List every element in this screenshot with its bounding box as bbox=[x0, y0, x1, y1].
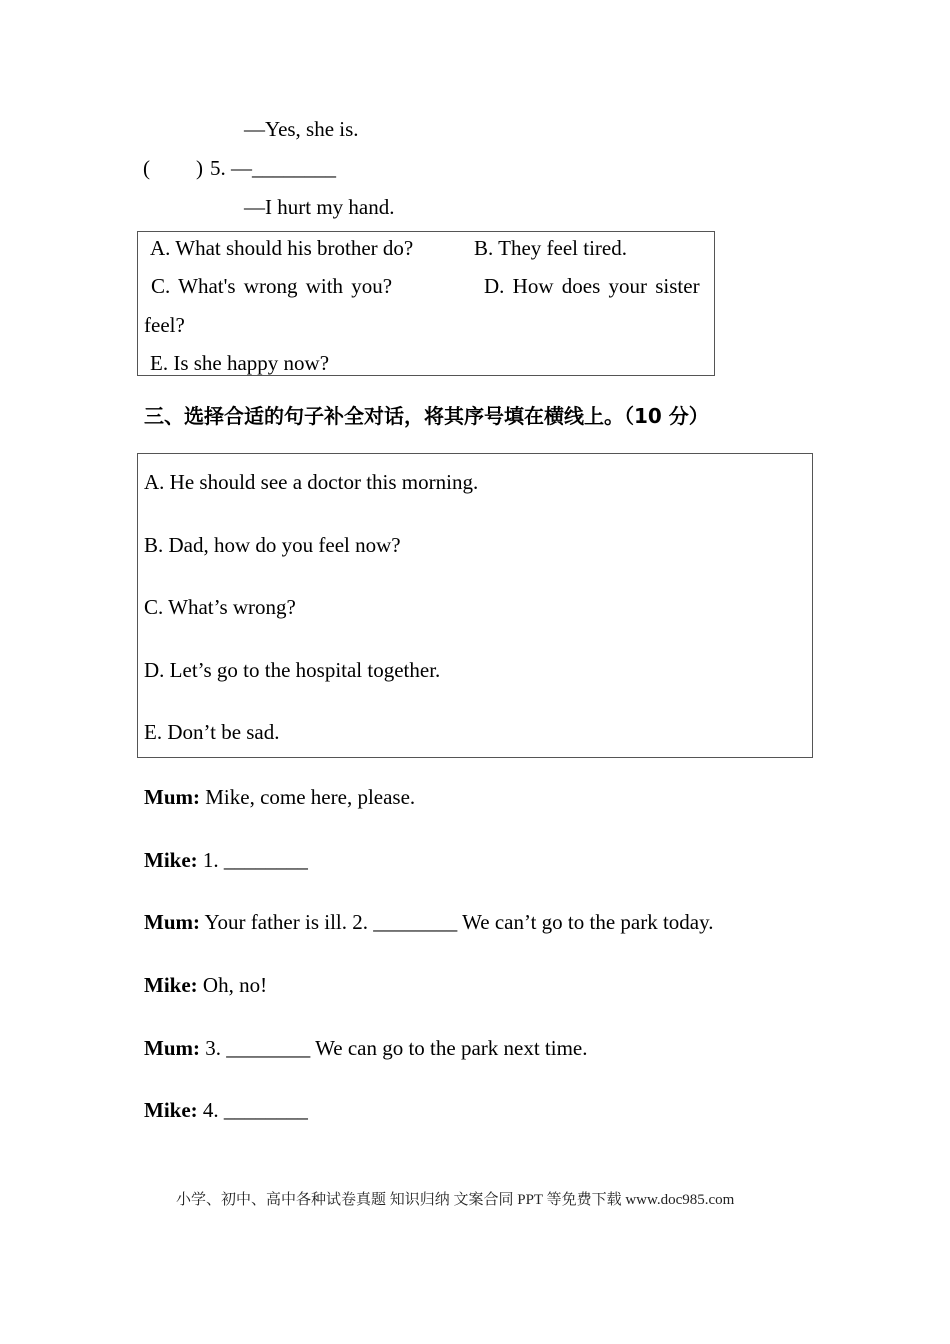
dialogue-text: Your father is ill. 2. ________ We can’t go to the park today. bbox=[200, 910, 714, 934]
option-a: A. What should his brother do? bbox=[150, 236, 414, 260]
dialogue-text: 3. ________ We can go to the park next time. bbox=[200, 1036, 588, 1060]
speaker: Mum: bbox=[144, 1036, 200, 1060]
dialogue-line bbox=[144, 787, 415, 808]
item5-paren: ( bbox=[143, 156, 150, 180]
section3-option-c: C. What’s wrong? bbox=[144, 595, 296, 619]
answer-line: —Yes, she is. bbox=[244, 117, 359, 141]
section3-option-a: A. He should see a doctor this morning. bbox=[144, 470, 479, 494]
section3-option-d: D. Let’s go to the hospital together. bbox=[144, 658, 441, 682]
dialogue-text: Mike, come here, please. bbox=[200, 785, 416, 809]
item5-reply: —I hurt my hand. bbox=[244, 195, 395, 219]
dialogue-line bbox=[144, 1100, 308, 1121]
dialogue-line bbox=[144, 1038, 588, 1059]
dialogue-line bbox=[144, 912, 714, 933]
dialogue-text: Oh, no! bbox=[197, 973, 268, 997]
section-heading: 三、选择合适的句子补全对话，将其序号填在横线上。（10 分） bbox=[144, 404, 709, 428]
option-d-cont: feel? bbox=[144, 313, 185, 337]
dialogue-line bbox=[144, 850, 308, 871]
item5-question: 5. —________ bbox=[210, 156, 336, 180]
option-d: D. How does your sister bbox=[484, 274, 700, 298]
speaker: Mike: bbox=[144, 1098, 198, 1122]
section3-option-b: B. Dad, how do you feel now? bbox=[144, 533, 401, 557]
item5-paren-close: ) bbox=[196, 156, 203, 180]
footer-text: 小学、初中、高中各种试卷真题 知识归纳 文案合同 PPT 等免费下载 www.doc985.com bbox=[176, 1192, 735, 1208]
dialogue-line bbox=[144, 975, 267, 996]
dialogue-text: 1. ________ bbox=[197, 848, 308, 872]
speaker: Mike: bbox=[144, 848, 198, 872]
speaker: Mum: bbox=[144, 785, 200, 809]
option-e: E. Is she happy now? bbox=[150, 351, 330, 375]
option-b: B. They feel tired. bbox=[474, 236, 627, 260]
dialogue-text: 4. ________ bbox=[197, 1098, 308, 1122]
speaker: Mum: bbox=[144, 910, 200, 934]
section3-option-e: E. Don’t be sad. bbox=[144, 720, 280, 744]
speaker: Mike: bbox=[144, 973, 198, 997]
option-c: C. What's wrong with you? bbox=[151, 274, 393, 298]
